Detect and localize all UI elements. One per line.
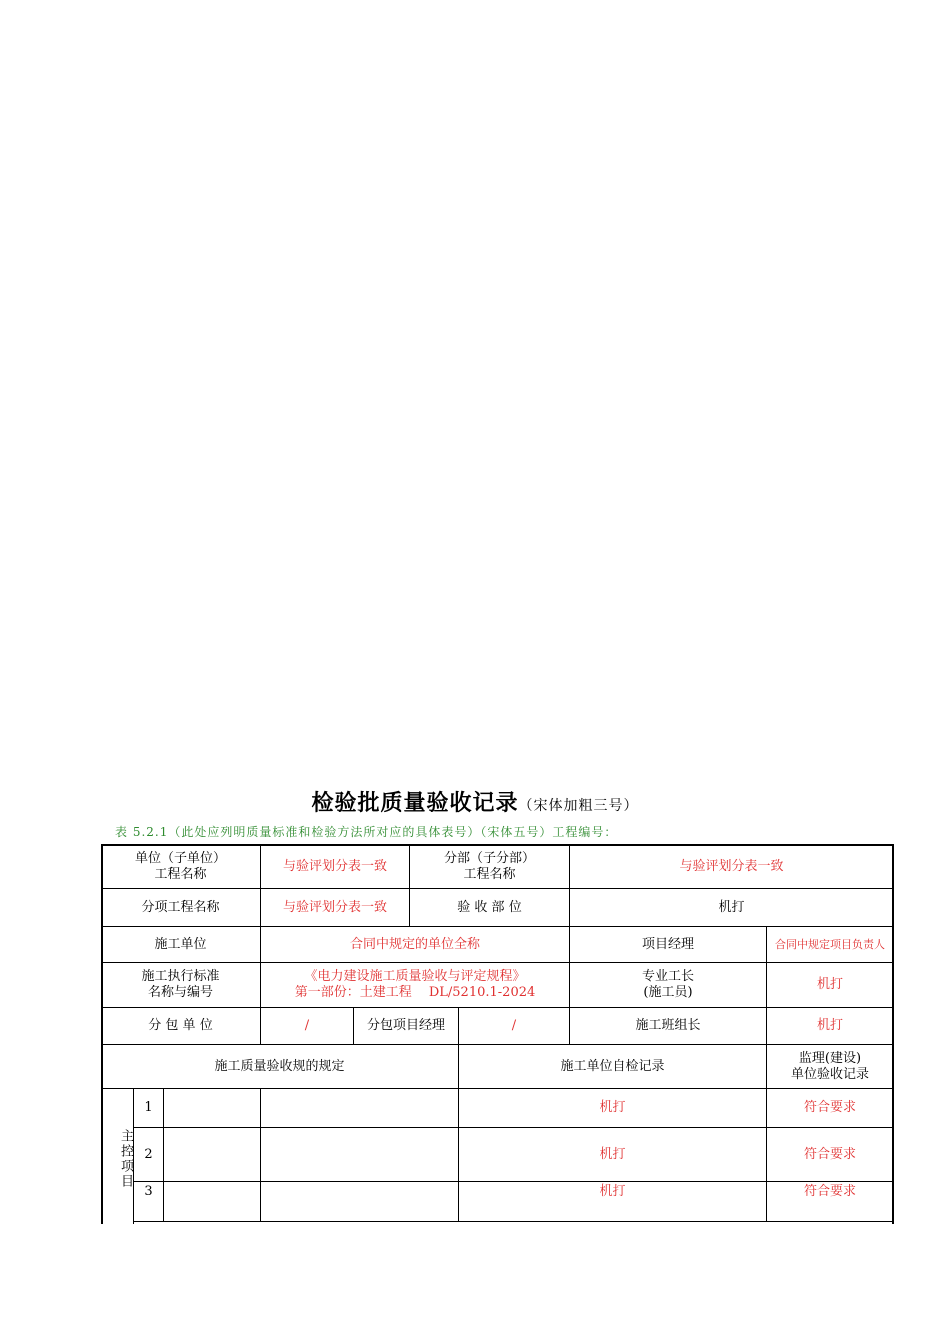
subcontractor-label: 分 包 单 位 xyxy=(101,1008,261,1045)
item-supervision: 符合要求 xyxy=(767,1128,894,1182)
item-self-check: 机打 xyxy=(459,1089,767,1128)
division-name-value: 与验评划分表一致 xyxy=(570,846,894,889)
foreman-value: 机打 xyxy=(767,963,894,1008)
foreman-label: 专业工长 (施工员) xyxy=(570,963,767,1008)
supervision-header: 监理(建设) 单位验收记录 xyxy=(767,1045,894,1089)
project-manager-value: 合同中规定项目负责人 xyxy=(767,927,894,963)
table-reference-line: 表 5.2.1（此处应列明质量标准和检验方法所对应的具体表号）（宋体五号）工程编号： xyxy=(115,825,618,839)
inspection-part-value: 机打 xyxy=(570,889,894,927)
spec-header: 施工质量验收规的规定 xyxy=(101,1045,459,1089)
standard-value: 《电力建设施工质量验收与评定规程》 第一部份：土建工程 DL/5210.1-2024 xyxy=(261,963,570,1008)
item-supervision: 符合要求 xyxy=(767,1182,894,1222)
title-main: 检验批质量验收记录 xyxy=(311,791,519,816)
contractor-value: 合同中规定的单位全称 xyxy=(261,927,570,963)
unit-name-value: 与验评划分表一致 xyxy=(261,846,410,889)
item-check-cell xyxy=(164,1182,261,1222)
item-spec-cell xyxy=(261,1182,459,1222)
item-check-cell xyxy=(164,1128,261,1182)
unit-name-label: 单位（子单位） 工程名称 xyxy=(101,846,261,889)
item-number: 1 xyxy=(134,1089,164,1128)
team-leader-label: 施工班组长 xyxy=(570,1008,767,1045)
title-note: （宋体加粗三号） xyxy=(518,798,639,814)
item-number: 3 xyxy=(134,1182,164,1222)
project-manager-label: 项目经理 xyxy=(570,927,767,963)
inspection-part-label: 验 收 部 位 xyxy=(410,889,570,927)
main-items-label: 主控项目 xyxy=(101,1089,134,1224)
subitem-name-label: 分项工程名称 xyxy=(101,889,261,927)
division-name-label: 分部（子分部） 工程名称 xyxy=(410,846,570,889)
item-check-cell xyxy=(164,1089,261,1128)
item-self-check: 机打 xyxy=(459,1182,767,1222)
team-leader-value: 机打 xyxy=(767,1008,894,1045)
item-spec-cell xyxy=(261,1128,459,1182)
sub-pm-value: / xyxy=(459,1008,570,1045)
subitem-name-value: 与验评划分表一致 xyxy=(261,889,410,927)
document-title xyxy=(0,786,950,817)
sub-pm-label: 分包项目经理 xyxy=(354,1008,459,1045)
item-supervision: 符合要求 xyxy=(767,1089,894,1128)
item-number: 2 xyxy=(134,1128,164,1182)
item-self-check: 机打 xyxy=(459,1128,767,1182)
contractor-label: 施工单位 xyxy=(101,927,261,963)
standard-label: 施工执行标准 名称与编号 xyxy=(101,963,261,1008)
item-spec-cell xyxy=(261,1089,459,1128)
subcontractor-value: / xyxy=(261,1008,354,1045)
self-check-header: 施工单位自检记录 xyxy=(459,1045,767,1089)
